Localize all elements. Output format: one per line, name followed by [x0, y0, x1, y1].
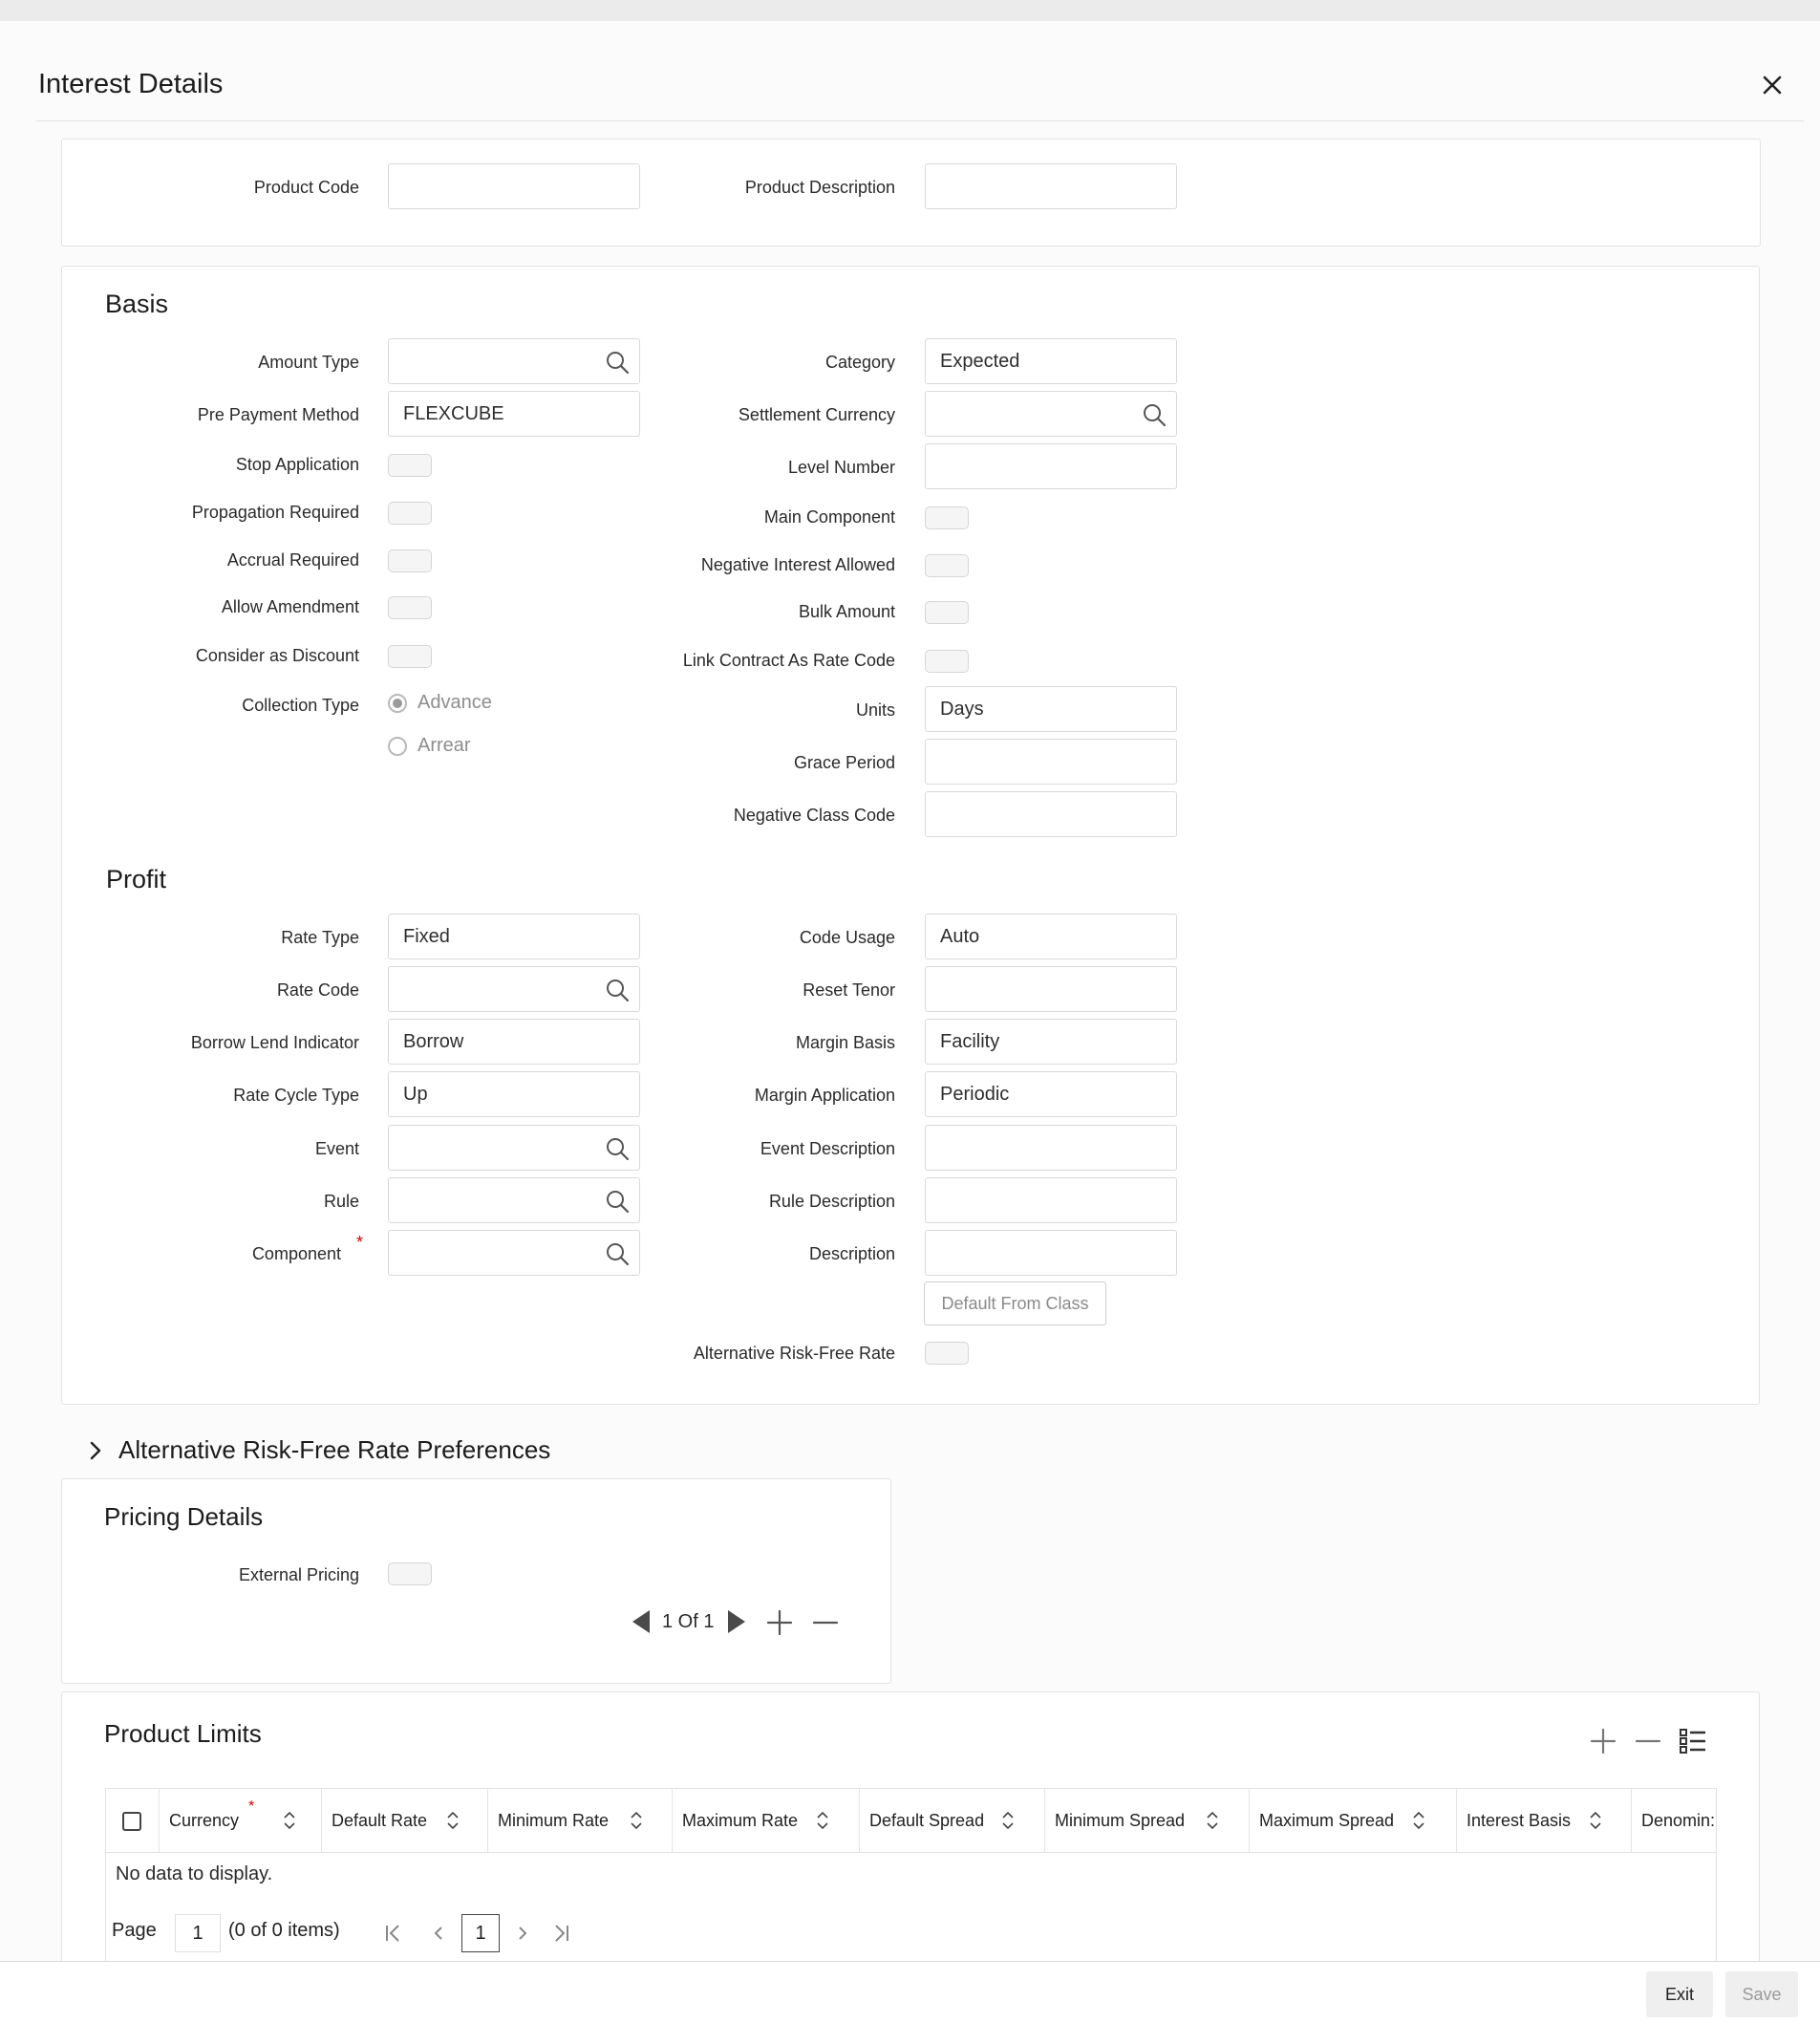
header-divider [36, 120, 1804, 121]
collection-advance-label: Advance [418, 692, 492, 713]
rate-code-field[interactable] [388, 966, 640, 1012]
sort-icon[interactable] [1001, 1810, 1015, 1831]
propagation-required-label: Propagation Required [191, 503, 359, 522]
required-asterisk: * [248, 1798, 255, 1815]
reset-tenor-field[interactable] [925, 966, 1177, 1012]
column-maximum-rate[interactable] [673, 1789, 860, 1852]
column-maximum-spread[interactable] [1250, 1789, 1457, 1852]
product-code-input[interactable] [389, 164, 639, 208]
product-limits-table [105, 1788, 1717, 1969]
next-record-icon[interactable] [724, 1608, 749, 1635]
category-value: Expected [940, 351, 1020, 372]
borrow-lend-value: Borrow [403, 1031, 464, 1052]
event-label: Event [314, 1139, 359, 1158]
rate-cycle-type-label: Rate Cycle Type [233, 1086, 359, 1105]
prev-page-icon[interactable] [431, 1923, 446, 1944]
search-icon[interactable] [605, 978, 631, 1003]
radio-selected-dot [393, 699, 402, 708]
component-label-text: Component [251, 1244, 341, 1263]
grace-period-field[interactable] [925, 739, 1177, 785]
component-field[interactable] [388, 1230, 640, 1276]
column-interest-basis[interactable] [1457, 1789, 1632, 1852]
external-pricing-toggle[interactable] [388, 1562, 432, 1585]
current-page-button[interactable] [461, 1914, 500, 1952]
code-usage-field[interactable] [925, 914, 1177, 959]
event-field[interactable] [388, 1125, 640, 1171]
rule-description-field[interactable] [925, 1177, 1177, 1223]
column-denomination[interactable] [1632, 1789, 1717, 1852]
alt-rfr-toggle[interactable] [925, 1342, 969, 1365]
alt-rfr-preferences-title[interactable]: Alternative Risk-Free Rate Preferences [118, 1435, 551, 1464]
column-minimum-spread[interactable] [1045, 1789, 1250, 1852]
page-title: Interest Details [38, 69, 224, 99]
profit-title: Profit [106, 865, 167, 894]
amount-type-label: Amount Type [258, 353, 359, 372]
column-default-rate[interactable] [322, 1789, 488, 1852]
negative-interest-allowed-label: Negative Interest Allowed [700, 555, 895, 574]
collection-arrear-label: Arrear [418, 735, 471, 756]
units-label: Units [855, 700, 895, 720]
pre-payment-method-field[interactable] [388, 391, 640, 437]
basis-title: Basis [105, 290, 169, 318]
search-icon[interactable] [1142, 402, 1167, 428]
add-row-icon[interactable] [1588, 1726, 1618, 1756]
sort-icon[interactable] [446, 1810, 460, 1831]
rate-code-label: Rate Code [276, 980, 359, 1000]
rule-label: Rule [323, 1192, 359, 1211]
margin-basis-field[interactable] [925, 1019, 1177, 1065]
pre-payment-method-label: Pre Payment Method [197, 405, 359, 424]
rate-type-field[interactable] [388, 914, 640, 959]
negative-class-code-label: Negative Class Code [733, 806, 895, 825]
table-pagination [106, 1898, 1716, 1968]
code-usage-label: Code Usage [799, 928, 895, 947]
product-description-label: Product Description [744, 178, 895, 197]
list-view-icon[interactable] [1678, 1726, 1708, 1756]
current-page-value: 1 [475, 1923, 486, 1944]
column-header-minimum-spread: Minimum Spread [1055, 1811, 1186, 1830]
margin-basis-label: Margin Basis [795, 1033, 895, 1052]
link-contract-label: Link Contract As Rate Code [682, 651, 895, 670]
product-limits-title: Product Limits [104, 1719, 262, 1748]
table-header [106, 1789, 1716, 1853]
collection-advance-radio[interactable] [388, 694, 407, 713]
default-from-class-button[interactable]: Default From Class [924, 1281, 1106, 1325]
save-button[interactable]: Save [1725, 1971, 1798, 2017]
bulk-amount-label: Bulk Amount [798, 602, 895, 621]
footer-bar [0, 1961, 1820, 2024]
reset-tenor-label: Reset Tenor [803, 980, 895, 1000]
amount-type-field[interactable] [388, 338, 640, 384]
column-header-maximum-rate: Maximum Rate [682, 1811, 799, 1830]
level-number-label: Level Number [787, 458, 895, 477]
description-field[interactable] [925, 1230, 1177, 1276]
component-label [252, 1244, 341, 1264]
search-icon[interactable] [605, 1241, 631, 1267]
delete-row-icon[interactable] [1633, 1726, 1663, 1756]
close-icon[interactable] [1754, 67, 1790, 103]
negative-interest-allowed-toggle[interactable] [925, 554, 969, 577]
next-page-icon[interactable] [515, 1923, 530, 1944]
external-pricing-label: External Pricing [238, 1565, 359, 1584]
chevron-right-icon[interactable] [86, 1439, 105, 1462]
category-field[interactable] [925, 338, 1177, 384]
top-strip [0, 0, 1820, 21]
collection-arrear-radio[interactable] [388, 737, 407, 756]
column-default-spread[interactable] [860, 1789, 1045, 1852]
sort-icon[interactable] [630, 1810, 643, 1831]
margin-application-field[interactable] [925, 1071, 1177, 1117]
accrual-required-toggle[interactable] [388, 549, 432, 572]
first-page-icon[interactable] [383, 1923, 402, 1944]
accrual-required-label: Accrual Required [226, 550, 359, 570]
stop-application-label: Stop Application [235, 455, 359, 474]
rate-cycle-type-value: Up [403, 1084, 428, 1105]
rule-description-label: Rule Description [768, 1192, 895, 1211]
rate-type-value: Fixed [403, 926, 450, 947]
items-count: (0 of 0 items) [228, 1920, 340, 1941]
sort-icon[interactable] [1412, 1810, 1425, 1831]
required-asterisk: * [356, 1233, 364, 1252]
allow-amendment-label: Allow Amendment [221, 597, 359, 616]
sort-icon[interactable] [1206, 1810, 1219, 1831]
main-component-toggle[interactable] [925, 506, 969, 529]
link-contract-toggle[interactable] [925, 650, 969, 673]
settlement-currency-label: Settlement Currency [738, 405, 895, 424]
code-usage-value: Auto [940, 926, 980, 947]
collection-type-label: Collection Type [242, 696, 359, 715]
product-description-input[interactable] [926, 164, 1176, 208]
rule-field[interactable] [388, 1177, 640, 1223]
prev-record-icon[interactable] [629, 1608, 653, 1635]
product-description-field[interactable] [925, 163, 1177, 209]
margin-basis-value: Facility [940, 1031, 1000, 1052]
consider-as-discount-toggle[interactable] [388, 645, 432, 668]
category-label: Category [824, 353, 895, 372]
search-icon[interactable] [605, 1189, 631, 1215]
sort-icon[interactable] [1589, 1810, 1602, 1831]
product-code-field[interactable] [388, 163, 640, 209]
negative-class-code-field[interactable] [925, 791, 1177, 837]
alt-rfr-label: Alternative Risk-Free Rate [693, 1344, 895, 1363]
page-label: Page [112, 1920, 157, 1941]
add-icon[interactable] [764, 1607, 795, 1638]
column-minimum-rate[interactable] [488, 1789, 673, 1852]
pre-payment-method-value: FLEXCUBE [403, 403, 504, 424]
propagation-required-toggle[interactable] [388, 502, 432, 525]
main-component-label: Main Component [763, 507, 895, 527]
main-panel [61, 266, 1760, 1405]
sort-icon[interactable] [283, 1810, 296, 1831]
units-field[interactable] [925, 686, 1177, 732]
units-value: Days [940, 699, 984, 720]
select-all-column [106, 1789, 160, 1852]
search-icon[interactable] [605, 1136, 631, 1162]
column-header-minimum-rate: Minimum Rate [498, 1811, 610, 1830]
sort-icon[interactable] [816, 1810, 829, 1831]
borrow-lend-field[interactable] [388, 1019, 640, 1065]
remove-icon[interactable] [810, 1607, 841, 1638]
rate-cycle-type-field[interactable] [388, 1071, 640, 1117]
column-currency[interactable] [160, 1789, 322, 1852]
search-icon[interactable] [605, 350, 631, 376]
rate-type-label: Rate Type [281, 928, 359, 947]
level-number-field[interactable] [925, 443, 1177, 489]
grace-period-label: Grace Period [793, 753, 895, 772]
borrow-lend-label: Borrow Lend Indicator [190, 1033, 359, 1052]
column-header-default-spread: Default Spread [869, 1811, 985, 1830]
page-number-value: 1 [192, 1923, 203, 1944]
settlement-currency-field[interactable] [925, 391, 1177, 437]
column-header-denomination: Denomin: [1641, 1811, 1716, 1830]
margin-application-value: Periodic [940, 1084, 1010, 1105]
description-label: Description [808, 1244, 895, 1263]
stop-application-toggle[interactable] [388, 454, 432, 477]
margin-application-label: Margin Application [754, 1086, 895, 1105]
column-header-default-rate: Default Rate [332, 1811, 428, 1830]
page-number-input[interactable] [175, 1914, 221, 1952]
pricing-details-title: Pricing Details [104, 1502, 264, 1531]
record-pager-text: 1 Of 1 [662, 1611, 715, 1632]
bulk-amount-toggle[interactable] [925, 601, 969, 624]
event-description-label: Event Description [760, 1139, 895, 1158]
empty-table-message: No data to display. [116, 1863, 273, 1884]
event-description-field[interactable] [925, 1125, 1177, 1171]
column-header-currency: Currency [169, 1811, 240, 1830]
column-header-maximum-spread: Maximum Spread [1259, 1811, 1395, 1830]
consider-as-discount-label: Consider as Discount [195, 646, 359, 665]
exit-button[interactable]: Exit [1646, 1971, 1713, 2017]
column-header-interest-basis: Interest Basis [1467, 1811, 1572, 1830]
last-page-icon[interactable] [552, 1923, 571, 1944]
allow-amendment-toggle[interactable] [388, 596, 432, 619]
product-code-label: Product Code [253, 178, 359, 197]
select-all-checkbox[interactable] [122, 1812, 141, 1831]
